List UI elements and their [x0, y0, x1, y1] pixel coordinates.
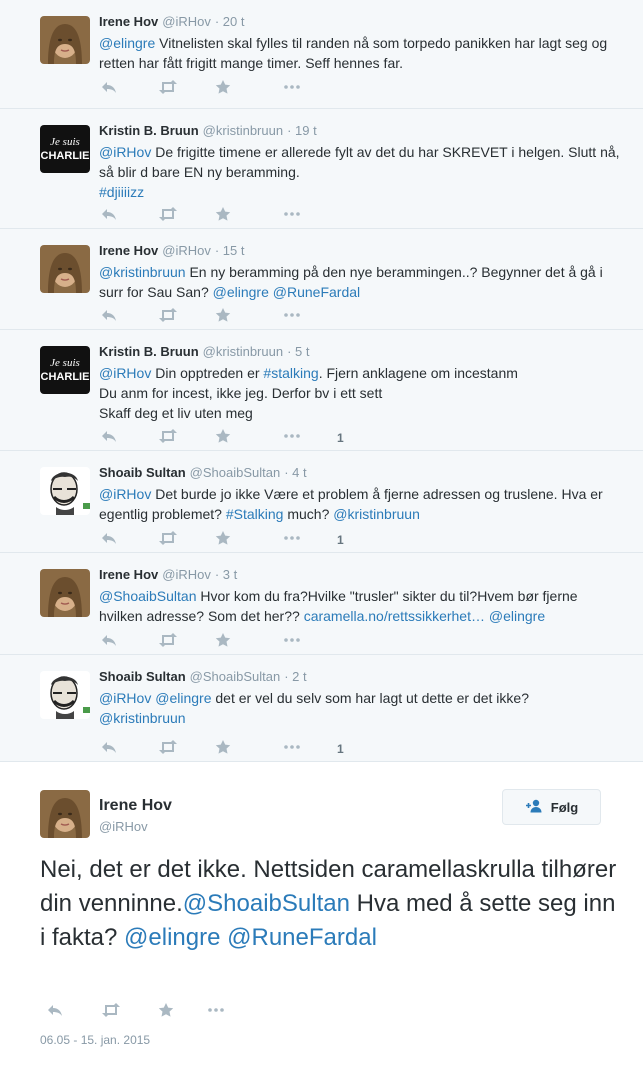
retweet-icon[interactable] [157, 428, 179, 444]
tweet-text-segment: Du anm for incest, ikke jeg. Derfor bv i ett sett [99, 385, 383, 401]
author-name[interactable]: Kristin B. Bruun [99, 344, 199, 359]
tweet-content [99, 669, 623, 728]
favorite-icon[interactable] [215, 632, 231, 648]
reply-tweet[interactable] [0, 109, 643, 229]
follow-button[interactable] [502, 789, 601, 825]
more-icon[interactable] [283, 79, 301, 95]
tweet-content [99, 465, 623, 524]
tweet-content [99, 123, 623, 202]
mention-link[interactable]: @RuneFardal [227, 924, 377, 951]
hashtag-link[interactable]: #stalking [263, 365, 319, 381]
follow-label: Følg [550, 799, 579, 815]
tweet-text [99, 586, 623, 626]
tweet-timestamp[interactable]: · 4 t [284, 465, 307, 480]
more-icon[interactable] [283, 428, 301, 444]
tweet-timestamp[interactable]: · 3 t [214, 567, 238, 582]
mention-link[interactable]: @ShoaibSultan [182, 890, 350, 917]
mention-link[interactable]: @RuneFardal [272, 284, 361, 300]
tweet-text-segment: Nei, det er det ikke. Nettsiden caramellaskrulla tilhører din venninne. [40, 856, 617, 917]
favorite-icon[interactable] [215, 428, 231, 444]
reply-icon[interactable] [100, 307, 118, 323]
favorite-icon[interactable] [215, 79, 231, 95]
author-handle[interactable]: @ShoaibSultan [189, 669, 281, 684]
author-handle[interactable]: @iRHov [162, 243, 211, 258]
svg-text:Je suis: Je suis [50, 136, 80, 148]
favorite-count[interactable]: 1 [337, 533, 344, 547]
mention-link[interactable]: @elingre [212, 284, 269, 300]
mention-link[interactable]: @iRHov [99, 365, 152, 381]
reply-tweet[interactable] [0, 0, 643, 109]
retweet-icon[interactable] [157, 632, 179, 648]
more-icon[interactable] [283, 739, 301, 755]
tweet-text-segment: det er vel du selv som har lagt ut dette er det ikke? [211, 690, 529, 706]
reply-tweet[interactable] [0, 330, 643, 451]
tweet-text-segment: Hva med å sette seg inn i fakta? [40, 890, 616, 951]
reply-icon[interactable] [100, 206, 118, 222]
author-handle[interactable]: @iRHov [162, 14, 211, 29]
tweet-text-segment: much? [283, 506, 334, 522]
avatar[interactable] [40, 569, 90, 617]
mention-link[interactable]: @elingre [488, 608, 546, 624]
svg-text:CHARLIE: CHARLIE [40, 150, 90, 162]
mention-link[interactable]: @kristinbruun [99, 264, 186, 280]
hashtag-link[interactable]: #djiiiizz [99, 184, 145, 200]
favorite-icon[interactable] [215, 307, 231, 323]
more-icon[interactable] [283, 307, 301, 323]
tweet-header [99, 465, 623, 481]
tweet-header [99, 344, 623, 360]
tweet-text-segment: . Fjern anklagene om incestanm [318, 365, 518, 381]
avatar[interactable] [40, 346, 90, 394]
avatar[interactable] [40, 671, 90, 719]
tweet-content [99, 243, 623, 302]
tweet-content [99, 14, 623, 73]
tweet-content [99, 567, 623, 626]
author-name[interactable]: Irene Hov [99, 567, 159, 582]
tweet-text-segment: De frigitte timene er allerede fylt av det du har SKREVET i helgen. Slutt nå, så blir d bare EN ny beramming. [99, 144, 620, 180]
reply-tweet[interactable] [0, 451, 643, 553]
retweet-icon[interactable] [157, 79, 179, 95]
main-tweet-actions [0, 1000, 643, 1022]
more-icon[interactable] [283, 530, 301, 546]
retweet-icon[interactable] [157, 530, 179, 546]
mention-link[interactable]: @iRHov [99, 690, 152, 706]
retweet-icon[interactable] [157, 206, 179, 222]
reply-icon[interactable] [100, 739, 118, 755]
author-name[interactable]: Kristin B. Bruun [99, 123, 199, 138]
tweet-text [99, 484, 623, 524]
tweet-text [99, 363, 623, 423]
retweet-icon[interactable] [100, 1002, 122, 1023]
tweet-header [99, 567, 623, 583]
retweet-icon[interactable] [157, 739, 179, 755]
author-handle[interactable]: @kristinbruun [202, 123, 284, 138]
author-name[interactable]: Shoaib Sultan [99, 465, 186, 480]
reply-tweet[interactable] [0, 229, 643, 330]
tweet-text-segment: Hvor kom du fra?Hvilke "trusler" sikter du til?Hvem bør fjerne hvilken adresse? Som det her?? [99, 588, 578, 624]
reply-icon[interactable] [100, 632, 118, 648]
tweet-timestamp[interactable]: · 5 t [287, 344, 310, 359]
reply-icon[interactable] [46, 1002, 64, 1023]
author-handle[interactable]: @iRHov [162, 567, 211, 582]
avatar[interactable] [40, 16, 90, 64]
hashtag-link[interactable]: #Stalking [225, 506, 284, 522]
svg-text:Je suis: Je suis [50, 357, 80, 369]
reply-tweet[interactable] [0, 655, 643, 762]
tweet-header [99, 123, 623, 139]
author-handle[interactable]: @kristinbruun [202, 344, 284, 359]
author-handle[interactable]: @iRHov [99, 819, 148, 834]
tweet-text-segment: Din opptreden er [151, 365, 264, 381]
author-handle[interactable]: @ShoaibSultan [189, 465, 281, 480]
tweet-text-segment: Skaff deg et liv uten meg [99, 405, 253, 421]
author-name[interactable]: Irene Hov [99, 797, 172, 814]
avatar[interactable] [40, 790, 90, 838]
tweet-timestamp[interactable]: · 15 t [214, 243, 245, 258]
reply-icon[interactable] [100, 428, 118, 444]
avatar[interactable] [40, 125, 90, 173]
mention-link[interactable]: @iRHov [99, 144, 152, 160]
tweet-text [99, 142, 623, 202]
reply-icon[interactable] [100, 79, 118, 95]
mention-link[interactable]: @iRHov [99, 486, 152, 502]
avatar[interactable] [40, 467, 90, 515]
url-link[interactable]: caramella.no/rettssikkerhet… [303, 608, 485, 624]
main-tweet-text [40, 853, 620, 955]
follow-user-icon [525, 799, 543, 816]
svg-text:CHARLIE: CHARLIE [40, 371, 90, 383]
tweet-header [99, 243, 623, 259]
tweet-timestamp[interactable]: · 2 t [284, 669, 307, 684]
retweet-icon[interactable] [157, 307, 179, 323]
main-tweet-header [99, 796, 172, 836]
tweet-text-segment: Det burde jo ikke Være et problem å fjerne adressen og truslene. Hva er egentlig problemet? [99, 486, 603, 522]
tweet-text-segment: Vitnelisten skal fylles til randen nå som torpedo panikken har lagt seg og retten har fått frigitt mange timer. Seff hennes far. [99, 35, 608, 71]
mention-link[interactable]: @kristinbruun [99, 710, 186, 726]
tweet-timestamp[interactable]: · 20 t [214, 14, 245, 29]
favorite-icon[interactable] [158, 1002, 174, 1023]
favorite-icon[interactable] [215, 739, 231, 755]
favorite-icon[interactable] [215, 530, 231, 546]
tweet-text-segment: En ny beramming på den nye berammingen..? Begynner det å gå i surr for Sau San? [99, 264, 603, 300]
tweet-content [99, 344, 623, 423]
tweet-timestamp[interactable]: · 19 t [287, 123, 317, 138]
mention-link[interactable]: @ShoaibSultan [99, 588, 197, 604]
mention-link[interactable]: @elingre [124, 924, 221, 951]
more-icon[interactable] [283, 206, 301, 222]
reply-icon[interactable] [100, 530, 118, 546]
tweet-text [99, 33, 623, 73]
tweet-text [99, 262, 623, 302]
favorite-count[interactable]: 1 [337, 742, 344, 756]
avatar[interactable] [40, 245, 90, 293]
more-icon[interactable] [283, 632, 301, 648]
author-name[interactable]: Shoaib Sultan [99, 669, 186, 684]
mention-link[interactable]: @elingre [99, 35, 156, 51]
mention-link[interactable]: @elingre [155, 690, 212, 706]
tweet-header [99, 14, 623, 30]
more-icon[interactable] [207, 1002, 225, 1023]
mention-link[interactable]: @kristinbruun [333, 506, 420, 522]
author-name[interactable]: Irene Hov [99, 243, 159, 258]
favorite-count[interactable]: 1 [337, 431, 344, 445]
tweet-header [99, 669, 623, 685]
author-name[interactable]: Irene Hov [99, 14, 159, 29]
tweet-date: 06.05 - 15. jan. 2015 [40, 1033, 151, 1047]
tweet-text [99, 688, 623, 728]
reply-tweet[interactable] [0, 553, 643, 655]
favorite-icon[interactable] [215, 206, 231, 222]
